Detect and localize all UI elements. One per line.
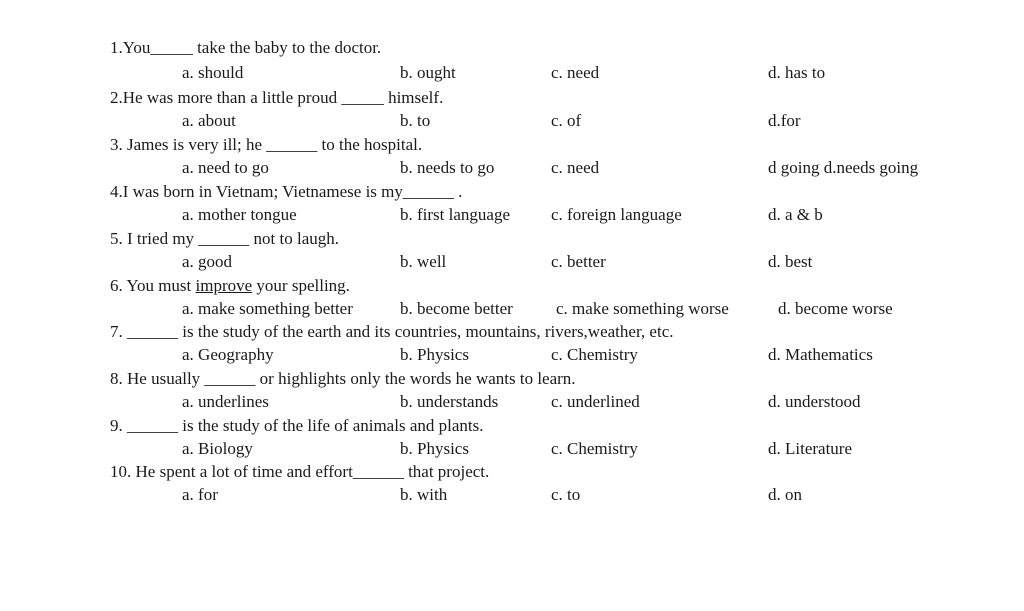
q10-option-a: a. for xyxy=(182,485,218,504)
q5-option-d: d. best xyxy=(768,252,813,271)
q4-option-d: d. a & b xyxy=(768,205,823,224)
q1-option-a: a. should xyxy=(182,63,244,82)
q3-option-d: d going d.needs going xyxy=(768,158,919,177)
q4-option-b: b. first language xyxy=(400,205,510,224)
q2-option-d: d.for xyxy=(768,111,801,130)
question-8: 8. He usually ______ or highlights only the words he wants to learn. xyxy=(110,369,576,388)
q7-option-a: a. Geography xyxy=(182,345,274,364)
q6-option-c: c. make something worse xyxy=(556,299,729,318)
q10-option-c: c. to xyxy=(551,485,581,504)
question-9: 9. ______ is the study of the life of animals and plants. xyxy=(110,416,484,435)
q8-option-c: c. underlined xyxy=(551,392,640,411)
q6-option-a: a. make something better xyxy=(182,299,353,318)
q5-option-a: a. good xyxy=(182,252,233,271)
q6-option-b: b. become better xyxy=(400,299,513,318)
q1-option-b: b. ought xyxy=(400,63,456,82)
q3-option-b: b. needs to go xyxy=(400,158,495,177)
question-6 xyxy=(110,276,350,296)
q9-option-d: d. Literature xyxy=(768,439,853,458)
q6-option-d: d. become worse xyxy=(778,299,893,318)
q10-option-b: b. with xyxy=(400,485,448,504)
q8-option-b: b. understands xyxy=(400,392,499,411)
question-5: 5. I tried my ______ not to laugh. xyxy=(110,229,340,248)
q1-option-c: c. need xyxy=(551,63,600,82)
q6-prompt-after: your spelling. xyxy=(252,276,350,295)
q10-option-d: d. on xyxy=(768,485,802,504)
question-3: 3. James is very ill; he ______ to the hospital. xyxy=(110,135,423,154)
q6-underlined-word: improve xyxy=(195,276,253,295)
question-1: 1.You_____ take the baby to the doctor. xyxy=(110,38,382,57)
q9-option-b: b. Physics xyxy=(400,439,469,458)
question-10: 10. He spent a lot of time and effort______ that project. xyxy=(110,462,490,481)
q4-option-a: a. mother tongue xyxy=(182,205,297,224)
question-2: 2.He was more than a little proud _____ himself. xyxy=(110,88,444,107)
q5-option-b: b. well xyxy=(400,252,447,271)
q3-option-c: c. need xyxy=(551,158,600,177)
q3-option-a: a. need to go xyxy=(182,158,269,177)
q7-option-c: c. Chemistry xyxy=(551,345,638,364)
q7-option-b: b. Physics xyxy=(400,345,469,364)
q5-option-c: c. better xyxy=(551,252,606,271)
q9-option-a: a. Biology xyxy=(182,439,253,458)
question-4: 4.I was born in Vietnam; Vietnamese is my______ . xyxy=(110,182,463,201)
q9-option-c: c. Chemistry xyxy=(551,439,638,458)
q1-option-d: d. has to xyxy=(768,63,826,82)
question-7: 7. ______ is the study of the earth and its countries, mountains, rivers,weather, etc. xyxy=(110,322,674,341)
q8-option-a: a. underlines xyxy=(182,392,269,411)
q6-prompt-before: 6. You must xyxy=(110,276,196,295)
q2-option-c: c. of xyxy=(551,111,582,130)
q8-option-d: d. understood xyxy=(768,392,861,411)
q2-option-b: b. to xyxy=(400,111,431,130)
q7-option-d: d. Mathematics xyxy=(768,345,873,364)
q4-option-c: c. foreign language xyxy=(551,205,682,224)
q2-option-a: a. about xyxy=(182,111,236,130)
